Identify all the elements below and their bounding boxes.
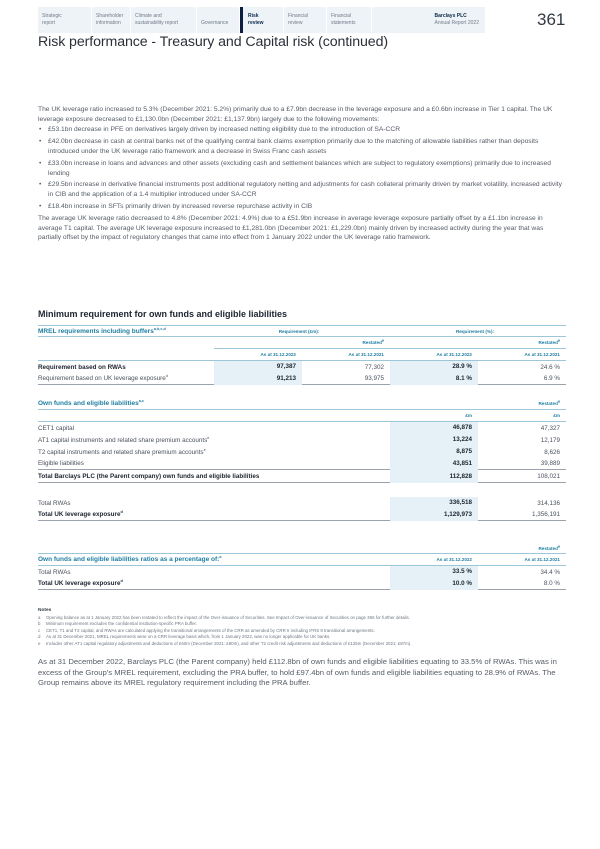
list-item: • £18.4bn increase in SFTs primarily driven by increased reverse repurchase activity in CIB <box>38 202 566 212</box>
table-row: Total UK leverage exposure$^d$ 10.0 % 8.0 % <box>38 578 566 590</box>
notes-section <box>38 608 566 648</box>
restated-label: Restated$^a$ <box>302 337 390 349</box>
restated-label: Restated$^a$ <box>538 543 560 551</box>
column-header: As at 31.12.2021 <box>524 557 560 562</box>
nav-risk-review[interactable]: Risk review <box>240 7 284 33</box>
table-row: Total RWAs 33.5 % 34.4 % <box>38 566 566 578</box>
movements-list <box>38 125 566 211</box>
nav-strategic-report[interactable]: Strategic report <box>38 7 92 33</box>
section-heading: Minimum requirement for own funds and eligible liabilities <box>38 309 288 319</box>
note-item: a Opening balance as at 1 January 2022 has been restated to reflect the impact of the Over-issuance of Securities. See Impact of Over-issuance of Securities on page 356 for further details. <box>38 614 410 620</box>
list-item: • £42.0bn decrease in cash at central banks net of the qualifying central bank claims exemption primarily due to the matching of allowable liabilities rather than deposits introduced under the UK leverage ratio framework and a decrease in Swiss Franc cash assets <box>38 137 566 156</box>
list-item: • £33.0bn increase in loans and advances and other assets (excluding cash and settlement balances which are subject to regulatory exemptions) primarily due to increased lending <box>38 159 566 178</box>
column-header: As at 31.12.2022 <box>260 352 296 357</box>
column-group-header: Requirement (%): <box>455 328 495 334</box>
unit-header: £m <box>465 413 472 418</box>
nav-governance[interactable]: Governance <box>197 7 240 33</box>
mrel-requirements-table <box>38 325 566 385</box>
table-row: Eligible liabilities 43,851 39,889 <box>38 458 566 470</box>
ratios-table <box>38 543 566 590</box>
own-funds-table <box>38 398 566 521</box>
column-header: As at 31.12.2022 <box>436 557 472 562</box>
intro-paragraph-2: The average UK leverage ratio decreased to 4.8% (December 2021: 4.9%) due to a £51.9bn increase in average leverage exposure partially offset by a £1.1bn increase in average T1 capital. The average UK leverage exposure increased to £1,281.0bn (December 2021: £1,229.0bn) mainly driven by increased activity during the year that was partially offset by the impact of regulatory changes that came into effect from 1 January 2022 under the UK leverage ratio framework. <box>38 214 544 242</box>
nav-financial-statements[interactable]: Financial statements <box>327 7 372 33</box>
note-item: b Minimum requirement excludes the confidential institution-specific PRA buffer. <box>38 621 197 627</box>
total-row: Total Barclays PLC (the Parent company) own funds and eligible liabilities 112,828 108,021 <box>38 470 566 483</box>
nav-shareholder-information[interactable]: Shareholder information <box>92 7 131 33</box>
restated-label: Restated$^a$ <box>538 399 560 406</box>
notes-heading: Notes <box>38 608 52 613</box>
unit-header: £m <box>553 413 560 418</box>
page-number: 361 <box>537 10 566 29</box>
closing-paragraph: As at 31 December 2022, Barclays PLC (the Parent company) held £112.8bn of own funds and eligible liabilities equating to 33.5% of RWAs. This was in excess of the Group's MREL requirement, excluding the PRA buffer, to hold £97.4bn of own funds and eligible liabilities equating to 28.9% of RWAs. The Group remains above its MREL regulatory requirement including the PRA buffer. <box>38 657 557 688</box>
column-group-header: Requirement (£m): <box>278 328 320 334</box>
brand-name: Barclays PLC <box>434 13 467 19</box>
table-row: Total UK leverage exposure$^d$ 1,129,973 1,356,191 <box>38 509 566 521</box>
table-row: Requirement based on RWAs 97,387 77,302 28.9 % 24.6 % <box>38 361 566 373</box>
column-header: As at 31.12.2022 <box>436 352 472 357</box>
note-item: c CET1, T1 and T2 capital, and RWAs are calculated applying the transitional arrangements of the CRR as amended by CRR II including IFRS 9 transitional arrangements. <box>38 627 375 633</box>
table-row: Requirement based on UK leverage exposure$^d$ 91,213 93,975 8.1 % 6.9 % <box>38 373 566 385</box>
list-item: • £29.5bn increase in derivative financial instruments post additional regulatory netting and adjustments for cash collateral primarily driven by market volatility, increased activity in CIB and the application of a 1.4 multiplier introduced under SA-CCR <box>38 180 566 199</box>
note-item: d As at 31 December 2021, MREL requirements were on a CRR leverage basis which, from 1 January 2022, was no longer applicable for UK banks. <box>38 634 331 640</box>
column-header: As at 31.12.2021 <box>348 352 384 357</box>
table-row: CET1 capital 46,878 47,327 <box>38 422 566 434</box>
restated-label: Restated$^a$ <box>478 337 566 349</box>
table-row: Total RWAs 336,518 314,136 <box>38 497 566 509</box>
brand-block <box>435 7 485 33</box>
brand-subtitle: Annual Report 2022 <box>434 19 479 26</box>
table-row: T2 capital instruments and related share premium accounts$^e$ 8,875 8,626 <box>38 446 566 458</box>
table-row: AT1 capital instruments and related share premium accounts$^e$ 13,224 12,179 <box>38 434 566 446</box>
table-title: MREL requirements including buffers$^{a,b,c,d}$ <box>38 326 166 335</box>
table-title: Own funds and eligible liabilities$^{a,c}$ <box>38 398 145 407</box>
table-title: Own funds and eligible liabilities ratios as a percentage of:$^a$ <box>38 554 222 563</box>
intro-section <box>38 105 566 244</box>
nav-climate-sustainability-report[interactable]: Climate and sustainability report <box>131 7 197 33</box>
note-item: e Includes other AT1 capital regulatory adjustments and deductions of £60m (December 2021: £80m), and other T2 credit risk adjustments and deductions of £125m (December 2021: £87m). <box>38 640 412 646</box>
intro-paragraph-1: The UK leverage ratio increased to 5.3% (December 2021: 5.2%) primarily due to a £7.9bn decrease in the leverage exposure and a £0.6bn increase in Tier 1 capital. The UK leverage exposure decreased to £1,130.0bn (December 2021: £1,137.9bn) largely due to the following movements: <box>38 106 553 123</box>
page-title: Risk performance - Treasury and Capital risk (continued) <box>38 34 389 50</box>
list-item: • £53.1bn decrease in PFE on derivatives largely driven by increased netting eligibility due to the introduction of SA-CCR <box>38 125 566 135</box>
nav-financial-review[interactable]: Financial review <box>284 7 327 33</box>
section-nav <box>38 7 485 33</box>
column-header: As at 31.12.2021 <box>524 352 560 357</box>
